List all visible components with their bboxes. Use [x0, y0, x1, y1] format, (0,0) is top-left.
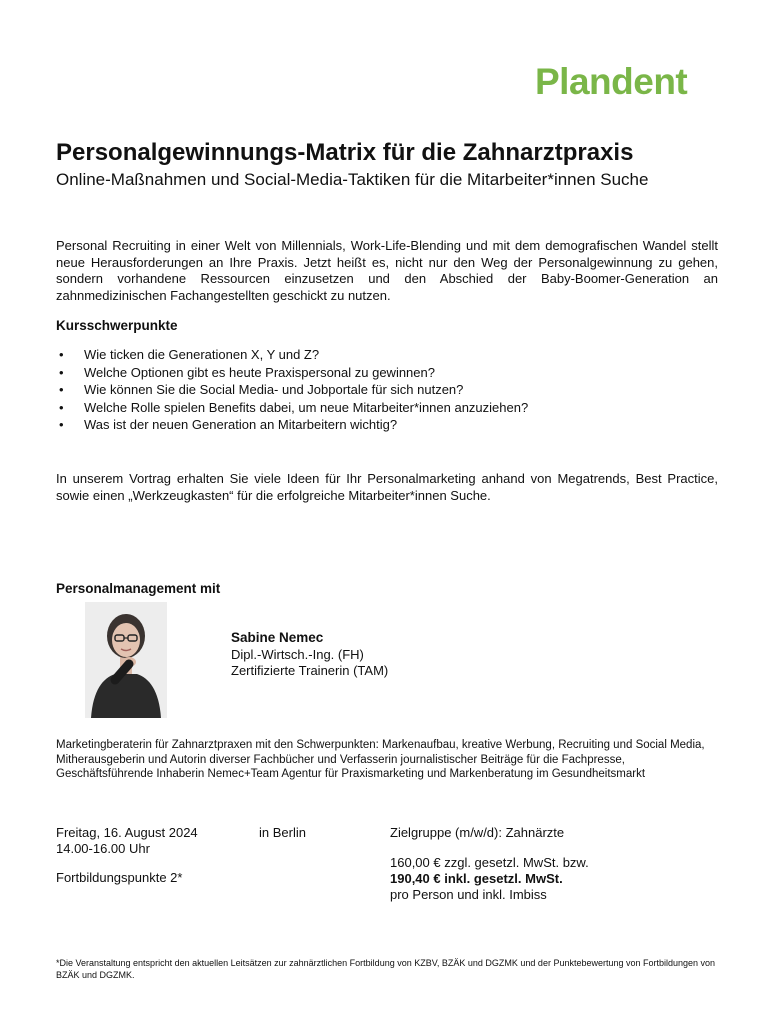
focus-item: • Welche Optionen gibt es heute Praxispersonal zu gewinnen? — [59, 364, 435, 380]
speaker-bio: Marketingberaterin für Zahnarztpraxen mit den Schwerpunkten: Markenaufbau, kreative Werbung, Recruiting und Social Media, Mitherausgeberin und Autorin diverser Fachbücher und Verfasserin journalistischer Beiträge für die Fachpresse, Geschäftsführende Inhaberin Nemec+Team Agentur für Praxismarketing und Markenberatung im Gesundheitsmarkt — [56, 739, 705, 780]
intro-paragraph: Personal Recruiting in einer Welt von Millennials, Work-Life-Blending und mit dem demografischen Wandel stellt neue Herausforderungen an Ihre Praxis. Jetzt heißt es, nicht nur den Weg der Personalgewinnung zu gehen, sondern vorhandene Ressourcen einzusetzen und den Abschied der Baby-Boomer-Generation an zahnmedizinischen Fachangestellten geschickt zu nutzen. — [56, 238, 718, 303]
event-target-group: Zielgruppe (m/w/d): Zahnärzte — [390, 825, 565, 840]
speaker-name: Sabine Nemec — [231, 630, 324, 645]
event-time: 14.00-16.00 Uhr — [56, 841, 150, 856]
bullet-icon: • — [59, 399, 64, 415]
event-price — [390, 855, 589, 903]
bullet-icon: • — [59, 382, 64, 397]
outro-paragraph: In unserem Vortrag erhalten Sie viele Ideen für Ihr Personalmarketing anhand von Megatrends, Best Practice, sowie einen „Werkzeugkasten“ für die erfolgreiche Mitarbeiter*innen Suche. — [56, 471, 718, 503]
event-datetime — [56, 825, 198, 857]
speaker-certification: Zertifizierte Trainerin (TAM) — [231, 662, 389, 678]
bullet-icon: • — [59, 347, 64, 362]
price-net: 160,00 € zzgl. gesetzl. MwSt. bzw. — [390, 855, 589, 870]
event-date: Freitag, 16. August 2024 — [56, 825, 198, 840]
speaker-degree: Dipl.-Wirtsch.-Ing. (FH) — [231, 647, 364, 662]
page-title: Personalgewinnungs-Matrix für die Zahnarztpraxis — [56, 139, 634, 166]
price-gross: 190,40 € inkl. gesetzl. MwSt. — [390, 871, 563, 886]
footnote: *Die Veranstaltung entspricht den aktuellen Leitsätzen zur zahnärztlichen Fortbildung von KZBV, BZÄK und DGZMK und der Punktebewertung von Fortbildungen von BZÄK und DGZMK. — [56, 958, 716, 980]
focus-list — [56, 346, 716, 434]
bullet-icon: • — [59, 364, 64, 380]
focus-item: • Was ist der neuen Generation an Mitarbeitern wichtig? — [59, 417, 398, 432]
page-subtitle: Online-Maßnahmen und Social-Media-Taktiken für die Mitarbeiter*innen Suche — [56, 170, 649, 189]
speaker-info — [231, 629, 531, 678]
event-points: Fortbildungspunkte 2* — [56, 870, 183, 885]
focus-item: • Wie ticken die Generationen X, Y und Z? — [59, 347, 320, 362]
price-note: pro Person und inkl. Imbiss — [390, 887, 547, 902]
focus-item: • Welche Rolle spielen Benefits dabei, um neue Mitarbeiter*innen anzuziehen? — [59, 399, 529, 415]
event-location: in Berlin — [259, 825, 306, 840]
plandent-logo: Plandent — [535, 61, 688, 102]
focus-heading: Kursschwerpunkte — [56, 318, 178, 333]
management-heading: Personalmanagement mit — [56, 581, 221, 596]
bullet-icon: • — [59, 417, 64, 432]
speaker-photo — [85, 602, 167, 718]
focus-item: • Wie können Sie die Social Media- und Jobportale für sich nutzen? — [59, 382, 464, 397]
